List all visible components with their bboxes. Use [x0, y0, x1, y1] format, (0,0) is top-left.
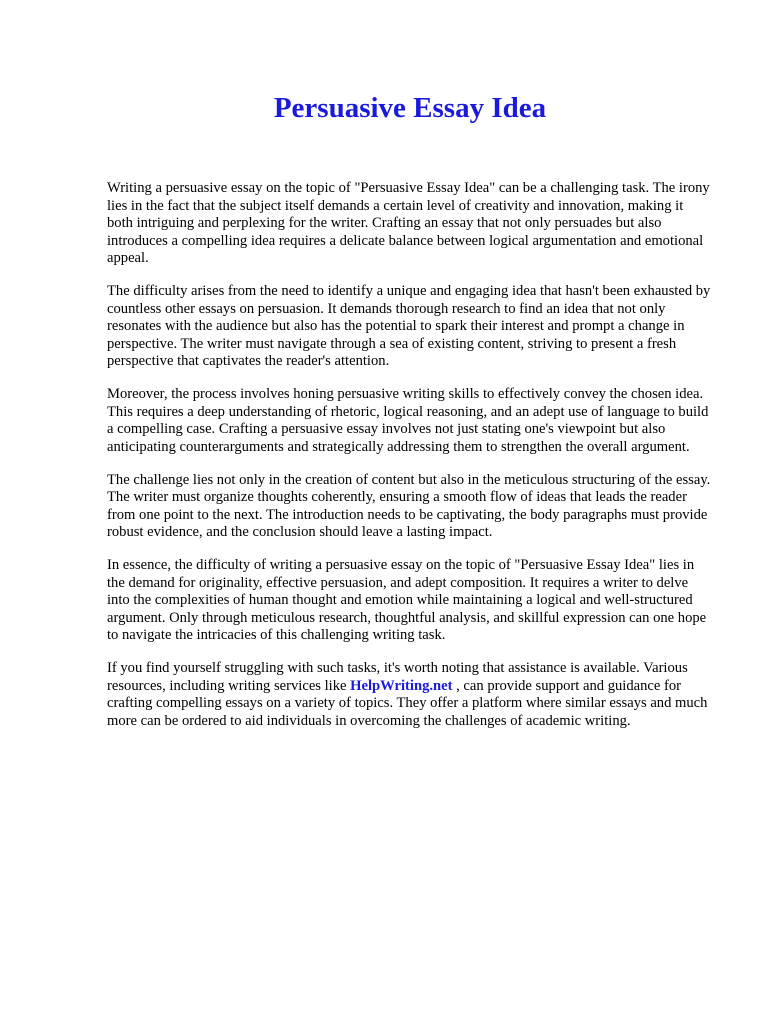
paragraph-1: Writing a persuasive essay on the topic of "Persuasive Essay Idea" can be a challenging task. The irony lies in the fact that the subject itself demands a certain level of creativity and innovation, making it both intriguing and perplexing for the writer. Crafting an essay that not only persuades but also introduces a compelling idea requires a delicate balance between logical argumentation and emotional appeal. [107, 180, 710, 266]
helpwriting-link[interactable]: HelpWriting.net [350, 677, 453, 694]
paragraph-6 [107, 660, 711, 730]
document-body [107, 180, 711, 746]
paragraph-6-text-after-link: , can provide support and guidance for crafting compelling essays on a variety of topics. They offer a platform where similar essays and much more can be ordered to aid individuals in overcoming the challenges of academic writing. [107, 677, 708, 729]
paragraph-4: The challenge lies not only in the creation of content but also in the meticulous structuring of the essay. The writer must organize thoughts coherently, ensuring a smooth flow of ideas that leads the reader from one point to the next. The introduction needs to be captivating, the body paragraphs must provide robust evidence, and the conclusion should leave a lasting impact. [107, 471, 711, 540]
paragraph-5: In essence, the difficulty of writing a persuasive essay on the topic of "Persuasive Essay Idea" lies in the demand for originality, effective persuasion, and adept composition. It requires a writer to delve into the complexities of human thought and emotion while maintaining a logical and well-structured argument. Only through meticulous research, thoughtful analysis, and skillful expression can one hope to navigate the intricacies of this challenging writing task. [107, 557, 707, 643]
paragraph-3: Moreover, the process involves honing persuasive writing skills to effectively convey the chosen idea. This requires a deep understanding of rhetoric, logical reasoning, and an adept use of language to build a compelling case. Crafting a persuasive essay involves not just stating one's viewpoint but also anticipating counterarguments and strategically addressing them to strengthen the overall argument. [107, 386, 709, 455]
paragraph-6-text-before-link: If you find yourself struggling with such tasks, it's worth noting that assistance is available. Various resources, including writing services like [107, 660, 688, 694]
paragraph-2: The difficulty arises from the need to identify a unique and engaging idea that hasn't been exhausted by countless other essays on persuasion. It demands thorough research to find an idea that not only resonates with the audience but also has the potential to spark their interest and prompt a change in perspective. The writer must navigate through a sea of existing content, striving to present a fresh perspective that captivates the reader's attention. [107, 283, 711, 369]
page-title: Persuasive Essay Idea [273, 92, 547, 124]
